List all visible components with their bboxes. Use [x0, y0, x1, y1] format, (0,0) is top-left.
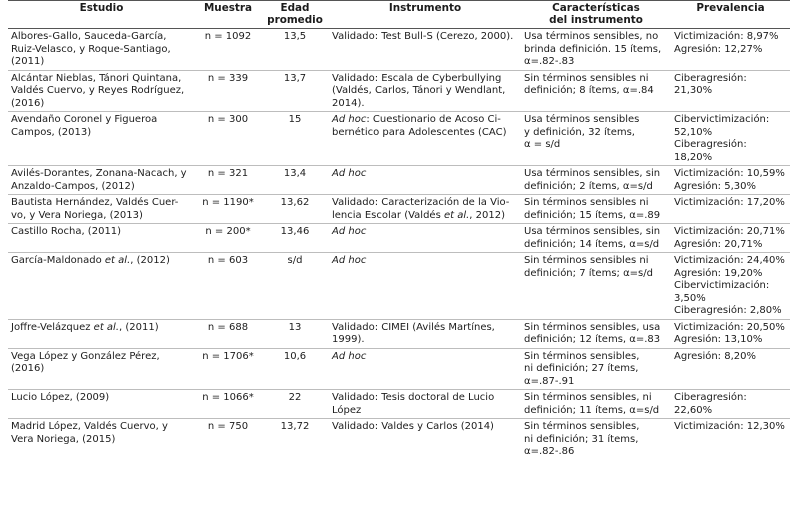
cell-muestra: n = 1706*: [195, 348, 261, 390]
caracteristicas-line: y definición, 32 ítems,: [524, 126, 635, 138]
cell-prevalencia: [671, 224, 790, 253]
cell-edad: 13,72: [280, 421, 310, 432]
estudio-text: , (2012): [130, 255, 170, 266]
cell-estudio: [8, 419, 195, 460]
instrumento-text: Validado: Escala de Cyberbullying: [332, 72, 502, 84]
prevalencia-line: Victimización: 12,30%: [674, 421, 785, 432]
table-row: [8, 112, 790, 166]
cell-instrumento: [329, 112, 521, 166]
instrumento-line: [332, 127, 518, 140]
prevalencia-line: Agresión: 20,71%: [674, 238, 763, 250]
header-estudio: Estudio: [8, 1, 195, 29]
cell-instrumento: [329, 29, 521, 71]
prevalencia-line: Agresión: 19,20%: [674, 267, 763, 279]
instrumento-line: [332, 168, 518, 181]
table-row: [8, 166, 790, 195]
estudio-text: et al.: [104, 255, 131, 266]
instrumento-text: Validado: Tesis doctoral de Lucio: [332, 392, 495, 403]
cell-prevalencia: [671, 319, 790, 348]
header-prevalencia: Prevalencia: [671, 1, 790, 29]
cell-edad: 13: [261, 319, 329, 348]
table-row: [8, 29, 790, 71]
caracteristicas-line: α = s/d: [524, 139, 561, 150]
estudio-text: García-Maldonado: [11, 255, 105, 266]
estudio-line: Anzaldo-Campos, (2012): [11, 180, 135, 192]
cell-instrumento: [329, 166, 521, 195]
prevalencia-line: Ciberagresión: 18,20%: [674, 139, 747, 163]
cell-muestra: n = 1190*: [195, 195, 261, 224]
estudio-text: et al.: [93, 321, 120, 333]
table-row: [8, 224, 790, 253]
cell-instrumento: [329, 390, 521, 419]
caracteristicas-line: Sin términos sensibles ni: [524, 255, 649, 266]
prevalencia-line: Agresión: 8,20%: [674, 350, 756, 362]
estudio-line: Lucio López, (2009): [11, 392, 110, 403]
cell-edad: s/d: [261, 253, 329, 320]
cell-caracteristicas: [521, 348, 671, 390]
caracteristicas-line: Usa términos sensibles, sin: [524, 168, 661, 179]
cell-estudio: [8, 70, 195, 112]
table-row: [8, 390, 790, 419]
cell-estudio: [8, 224, 195, 253]
prevalencia-line: Agresión: 13,10%: [674, 334, 763, 345]
cell-edad: 10,6: [261, 348, 329, 390]
cell-estudio: [8, 29, 195, 71]
table-row: [8, 253, 790, 320]
cell-edad: 13,5: [261, 29, 329, 71]
instrumento-text: Validado: CIMEI (Avilés Martínes,: [332, 321, 495, 333]
cell-instrumento: [329, 224, 521, 253]
caracteristicas-line: Usa términos sensibles, no: [524, 31, 659, 42]
estudio-line: Alcántar Nieblas, Tánori Quintana,: [11, 72, 182, 84]
caracteristicas-line: Sin términos sensibles, ni: [524, 392, 652, 403]
instrumento-line: [332, 421, 518, 434]
cell-instrumento: [329, 70, 521, 112]
caracteristicas-line: definición; 12 ítems, α=.83: [524, 334, 661, 345]
estudio-line: vo, y Vera Noriega, (2013): [11, 209, 143, 221]
instrumento-text: Ad hoc: [332, 168, 367, 179]
caracteristicas-line: definición; 11 ítems, α=s/d: [524, 404, 660, 416]
prevalencia-line: Victimización: 20,50%: [674, 321, 785, 333]
instrumento-text: Validado: Test Bull-S (Cerezo, 2000).: [332, 31, 514, 42]
caracteristicas-line: α=.82-.86: [524, 446, 575, 457]
cell-muestra: n = 1066*: [195, 390, 261, 419]
cell-muestra: n = 200*: [195, 224, 261, 253]
cell-prevalencia: [671, 29, 790, 71]
caracteristicas-line: α=.82-.83: [524, 56, 575, 67]
cell-prevalencia: [671, 112, 790, 166]
cell-edad: 13,46: [261, 224, 329, 253]
instrumento-line: [332, 351, 518, 364]
caracteristicas-line: Sin términos sensibles ni: [524, 72, 649, 84]
prevalencia-line: 3,50%: [674, 292, 706, 304]
instrumento-text: López: [332, 404, 362, 416]
estudio-line: (2016): [11, 97, 45, 109]
estudio-line: Avilés-Dorantes, Zonana-Nacach, y: [11, 168, 187, 179]
caracteristicas-line: brinda definición. 15 ítems,: [524, 43, 662, 55]
cell-edad: 15: [261, 112, 329, 166]
estudio-line: Castillo Rocha, (2011): [11, 226, 122, 237]
instrumento-line: [332, 210, 518, 223]
caracteristicas-line: definición; 7 ítems; α=s/d: [524, 267, 653, 279]
cell-estudio: [8, 348, 195, 390]
cell-prevalencia: [671, 348, 790, 390]
estudio-line: Avendaño Coronel y Figueroa: [11, 114, 158, 125]
prevalencia-line: Ciberagresión: 22,60%: [674, 392, 747, 416]
caracteristicas-line: Sin términos sensibles, usa: [524, 321, 661, 333]
instrumento-line: [332, 197, 518, 210]
caracteristicas-line: Usa términos sensibles, sin: [524, 226, 661, 237]
cell-instrumento: [329, 419, 521, 460]
caracteristicas-line: definición; 15 ítems, α=.89: [524, 209, 661, 221]
prevalencia-line: Victimización: 10,59%: [674, 168, 785, 179]
table-row: [8, 419, 790, 460]
instrumento-text: Ad hoc: [332, 255, 367, 266]
instrumento-line: [332, 322, 518, 335]
header-instrumento: Instrumento: [329, 1, 521, 29]
cell-instrumento: [329, 195, 521, 224]
cell-instrumento: [329, 319, 521, 348]
cell-caracteristicas: [521, 166, 671, 195]
instrumento-text: 2014).: [332, 97, 365, 109]
cell-prevalencia: [671, 70, 790, 112]
prevalencia-line: 52,10%: [674, 126, 713, 138]
cell-estudio: [8, 253, 195, 320]
table-header: [8, 1, 790, 29]
header-edad: Edad promedio: [261, 1, 329, 29]
cell-caracteristicas: [521, 319, 671, 348]
prevalencia-line: Ciberagresión: 21,30%: [674, 72, 747, 96]
prevalencia-line: Agresión: 12,27%: [674, 43, 763, 55]
cell-caracteristicas: [521, 253, 671, 320]
instrumento-line: [332, 405, 518, 418]
cell-edad: 13,7: [261, 70, 329, 112]
instrumento-line: [332, 98, 518, 111]
cell-caracteristicas: [521, 112, 671, 166]
prevalencia-line: Victimización: 24,40%: [674, 255, 785, 266]
caracteristicas-line: ni definición; 31 ítems,: [524, 433, 639, 445]
cell-prevalencia: [671, 195, 790, 224]
estudio-line: Madrid López, Valdés Cuervo, y: [11, 421, 168, 432]
caracteristicas-line: Sin términos sensibles,: [524, 350, 640, 362]
cell-edad: 22: [261, 390, 329, 419]
instrumento-text: lencia Escolar (Valdés: [332, 209, 444, 221]
table-row: [8, 70, 790, 112]
caracteristicas-line: Sin términos sensibles,: [524, 421, 640, 432]
instrumento-line: [332, 392, 518, 405]
header-muestra: Muestra: [195, 1, 261, 29]
caracteristicas-line: Sin términos sensibles ni: [524, 197, 649, 208]
instrumento-text: et al.: [443, 209, 470, 221]
prevalencia-line: Cibervictimización:: [674, 280, 770, 291]
caracteristicas-line: α=.87-.91: [524, 375, 575, 387]
instrumento-text: Ad hoc: [332, 114, 367, 125]
instrumento-text: Ad hoc: [332, 350, 367, 362]
cell-edad: 13,4: [261, 166, 329, 195]
instrumento-text: 1999).: [332, 334, 365, 345]
cell-estudio: [8, 195, 195, 224]
estudio-line: Vega López y González Pérez,: [11, 350, 160, 362]
instrumento-text: , 2012): [469, 209, 506, 221]
instrumento-text: Validado: Caracterización de la Vio-: [332, 197, 510, 208]
instrumento-text: : Cuestionario de Acoso Ci-: [366, 114, 501, 125]
cell-muestra: n = 750: [207, 421, 249, 432]
instrumento-text: Validado: Valdes y Carlos (2014): [332, 421, 494, 432]
table-row: [8, 319, 790, 348]
estudio-line: Bautista Hernández, Valdés Cuer-: [11, 197, 179, 208]
estudio-text: , (2011): [119, 321, 159, 333]
cell-muestra: n = 688: [195, 319, 261, 348]
prevalencia-line: Victimización: 20,71%: [674, 226, 785, 237]
cell-prevalencia: [671, 166, 790, 195]
header-caracteristicas: Características del instrumento: [521, 1, 671, 29]
cell-muestra: n = 603: [195, 253, 261, 320]
estudio-line: Valdés Cuervo, y Reyes Rodríguez,: [11, 85, 185, 96]
prevalencia-line: Cibervictimización:: [674, 114, 770, 125]
estudio-line: Albores-Gallo, Sauceda-García,: [11, 31, 167, 42]
cell-prevalencia: [671, 390, 790, 419]
instrumento-text: (Valdés, Carlos, Tánori y Wendlant,: [332, 85, 506, 96]
cell-estudio: [8, 319, 195, 348]
estudio-line: Vera Noriega, (2015): [11, 433, 116, 445]
cell-muestra: n = 1092: [195, 29, 261, 71]
prevalencia-line: Victimización: 8,97%: [674, 31, 779, 42]
estudio-text: Joffre-Velázquez: [11, 321, 94, 333]
cell-caracteristicas: [521, 419, 671, 460]
instrumento-line: [332, 31, 518, 44]
studies-table: [8, 0, 790, 460]
instrumento-text: Ad hoc: [332, 226, 367, 237]
estudio-line: (2016): [11, 363, 45, 374]
instrumento-line: [332, 85, 518, 98]
cell-caracteristicas: [521, 29, 671, 71]
cell-muestra: n = 321: [195, 166, 261, 195]
caracteristicas-line: Usa términos sensibles: [524, 114, 640, 125]
caracteristicas-line: definición; 14 ítems, α=s/d: [524, 238, 660, 250]
instrumento-line: [332, 334, 518, 347]
cell-caracteristicas: [521, 390, 671, 419]
cell-edad: 13,62: [261, 195, 329, 224]
caracteristicas-line: ni definición; 27 ítems,: [524, 363, 639, 374]
prevalencia-line: Agresión: 5,30%: [674, 180, 756, 192]
instrumento-line: [332, 73, 518, 86]
cell-estudio: [8, 112, 195, 166]
prevalencia-line: Victimización: 17,20%: [674, 197, 785, 208]
cell-caracteristicas: [521, 195, 671, 224]
caracteristicas-line: definición; 8 ítems, α=.84: [524, 85, 654, 96]
instrumento-line: [332, 255, 518, 268]
cell-estudio: [8, 166, 195, 195]
estudio-line: Ruiz-Velasco, y Roque-Santiago,: [11, 43, 171, 55]
cell-prevalencia: [671, 419, 790, 460]
estudio-line: Campos, (2013): [11, 126, 92, 138]
instrumento-text: bernético para Adolescentes (CAC): [332, 126, 507, 138]
cell-prevalencia: [671, 253, 790, 320]
cell-instrumento: [329, 348, 521, 390]
estudio-line: (2011): [11, 56, 45, 67]
caracteristicas-line: definición; 2 ítems, α=s/d: [524, 180, 653, 192]
table-row: [8, 195, 790, 224]
table-body: [8, 29, 790, 460]
cell-caracteristicas: [521, 70, 671, 112]
table-row: [8, 348, 790, 390]
prevalencia-line: Ciberagresión: 2,80%: [674, 305, 782, 316]
cell-muestra: n = 339: [195, 70, 261, 112]
cell-caracteristicas: [521, 224, 671, 253]
cell-muestra: n = 300: [195, 112, 261, 166]
instrumento-line: [332, 226, 518, 239]
instrumento-line: [332, 114, 518, 127]
cell-estudio: [8, 390, 195, 419]
cell-instrumento: [329, 253, 521, 320]
